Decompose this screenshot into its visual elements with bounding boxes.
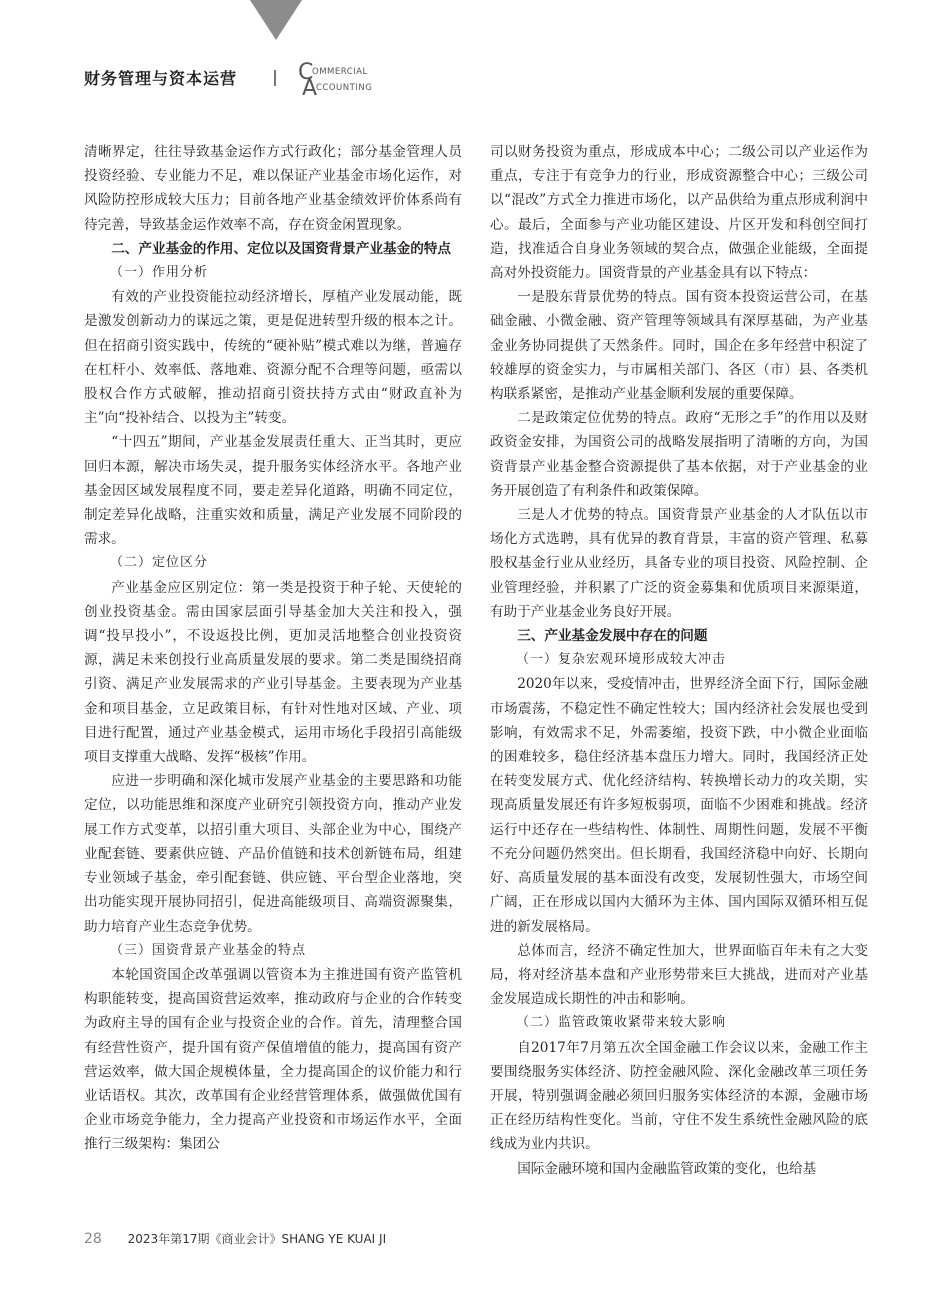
subsection-heading: （三）国资背景产业基金的特点 [110, 942, 307, 958]
right-column [490, 140, 868, 1181]
header-divider [274, 70, 276, 86]
section-heading: 三、产业基金发展中存在的问题 [517, 628, 708, 645]
logo-word-accounting: CCOUNTING [316, 83, 373, 93]
paragraph: 有效的产业投资能拉动经济增长，厚植产业发展动能，既是激发创新动力的谋远之策，更是促进转型升级的根本之计。但在招商引资实践中，传统的“硬补贴”模式难以为继，普遍存在杠杆小、效率低、落地难、资源分配不合理等问题，亟需以股权合作方式破解，推动招商引资扶持方式由“财政直补为主”向“投补结合、以投为主”转变。 [84, 289, 462, 427]
header-triangle [250, 0, 302, 40]
paragraph: 本轮国资国企改革强调以管资本为主推进国有资产监管机构职能转变，提高国资营运效率，推动政府与企业的合作转变为政府主导的国有企业与投资企业的合作。首先，清理整合国有经营性资产，提升国有资产保值增值的能力，提高国有资产营运效率，做大国企规模体量，全力提高国企的议价能力和行业话语权。其次，改革国有企业经营管理体系，做强做优国有企业市场竞争能力，全力提高产业投资和市场运作水平，全面推行三级架构：集团公 [84, 966, 462, 1153]
subsection-heading: （二）监管政策收紧带来较大影响 [516, 1015, 727, 1031]
paragraph: 一是股东背景优势的特点。国有资本投资运营公司，在基础金融、小微金融、资产管理等领域具有深厚基础，为产业基金业务协同提供了天然条件。同时，国企在多年经营中积淀了较雄厚的资金实力，与市属相关部门、各区（市）县、各类机构联系紧密，是推动产业基金顺利发展的重要保障。 [490, 289, 868, 403]
logo-letter-a: A [302, 76, 318, 101]
paragraph: 二是政策定位优势的特点。政府“无形之手”的作用以及财政资金安排，为国资公司的战略发展指明了清晰的方向，为国资背景产业基金整合资源提供了基本依据，对于产业基金的业务开展创造了有利条件和政策保障。 [490, 410, 868, 499]
logo-letter-c: C [298, 60, 314, 85]
paragraph: 产业基金应区别定位：第一类是投资于种子轮、天使轮的创业投资基金。需由国家层面引导基金加大关注和投入，强调“投早投小”，不设返投比例，更加灵活地整合创业投资资源，满足未来创投行业高质量发展的要求。第二类是围绕招商引资、满足产业发展需求的产业引导基金。主要表现为产业基金和项目基金，立足政策目标，有针对性地对区域、产业、项目进行配置，通过产业基金模式，运用市场化手段招引高能级项目支撑重大战略、发挥“极核”作用。 [84, 579, 462, 766]
subsection-heading: （一）作用分析 [110, 265, 209, 281]
subsection-heading: （二）定位区分 [110, 555, 209, 571]
paragraph: “十四五”期间，产业基金发展责任重大、正当其时，更应回归本源，解决市场失灵，提升服务实体经济水平。各地产业基金因区域发展程度不同，要走差异化道路，明确不同定位，制定差异化战略，注重实效和质量，满足产业发展不同阶段的需求。 [84, 434, 462, 548]
section-title: 财务管理与资本运营 [84, 69, 238, 88]
page-footer [84, 1230, 386, 1247]
page-number: 28 [84, 1231, 102, 1247]
left-column [84, 140, 462, 1157]
paragraph: 司以财务投资为重点，形成成本中心；二级公司以产业运作为重点，专注于有竞争力的行业，形成资源整合中心；三级公司以“混改”方式全力推进市场化，以产品供给为重点形成利润中心。最后，全面参与产业功能区建设、片区开发和科创空间打造，找准适合自身业务领域的契合点，做强企业能级，全面提高对外投资能力。国资背景的产业基金具有以下特点： [490, 144, 868, 282]
journal-logo [298, 60, 418, 101]
logo-word-commercial: OMMERCIAL [312, 67, 368, 77]
paragraph: 总体而言，经济不确定性加大，世界面临百年未有之大变局，将对经济基本盘和产业形势带来巨大挑战，进而对产业基金发展造成长期性的冲击和影响。 [490, 942, 868, 1008]
paragraph: 三是人才优势的特点。国资背景产业基金的人才队伍以市场化方式选聘，具有优异的教育背景，丰富的资产管理、私募股权基金行业从业经历，具备专业的项目投资、风险控制、企业管理经验，并积累了广泛的资金募集和优质项目来源渠道，有助于产业基金业务良好开展。 [490, 507, 868, 620]
paragraph: 清晰界定，往往导致基金运作方式行政化；部分基金管理人员投资经验、专业能力不足，难以保证产业基金市场化运作，对风险防控形成较大压力；目前各地产业基金绩效评价体系尚有待完善，导致基金运作效率不高，存在资金闲置现象。 [84, 144, 462, 233]
paragraph: 自2017年7月第五次全国金融工作会议以来，金融工作主要围绕服务实体经济、防控金融风险、深化金融改革三项任务开展，特别强调金融必须回归服务实体经济的本源，金融市场正在经历结构性变化。当前，守住不发生系统性金融风险的底线成为业内共识。 [490, 1039, 868, 1153]
journal-issue: 2023年第17期《商业会计》SHANG YE KUAI JI [127, 1232, 387, 1246]
paragraph: 2020年以来，受疫情冲击，世界经济全面下行，国际金融市场震荡，不稳定性不确定性较大；国内经济社会发展也受到影响，有效需求不足，外需萎缩，投资下跌，中小微企业面临的困难较多，稳住经济基本盘压力增大。同时，我国经济正处在转变发展方式、优化经济结构、转换增长动力的攻关期，实现高质量发展还有许多短板弱项，面临不少困难和挑战。经济运行中还存在一些结构性、体制性、周期性问题，发展不平衡不充分问题仍然突出。但长期看，我国经济稳中向好、长期向好、高质量发展的基本面没有改变，发展韧性强大，市场空间广阔，正在形成以国内大循环为主体、国内国际双循环相互促进的新发展格局。 [490, 676, 868, 935]
paragraph: 应进一步明确和深化城市发展产业基金的主要思路和功能定位，以功能思维和深度产业研究引领投资方向，推动产业发展工作方式变革，以招引重大项目、头部企业为中心，围绕产业配套链、要素供应链、产品价值链和技术创新链布局，组建专业领域子基金，牵引配套链、供应链、平台型企业落地，突出功能实现开展协同招引，促进高能级项目、高端资源聚集，助力培育产业生态竞争优势。 [84, 773, 462, 935]
subsection-heading: （一）复杂宏观环境形成较大冲击 [516, 652, 727, 668]
section-heading: 二、产业基金的作用、定位以及国资背景产业基金的特点 [111, 240, 452, 257]
paragraph: 国际金融环境和国内金融监管政策的变化，也给基 [517, 1160, 817, 1177]
